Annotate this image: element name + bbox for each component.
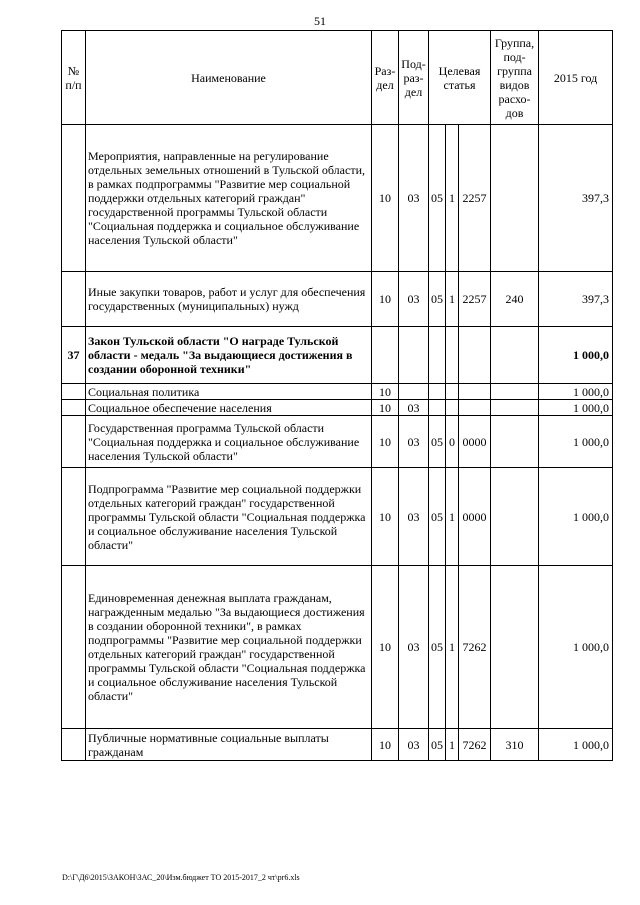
row-group	[491, 125, 539, 272]
row-name: Единовременная денежная выплата гражданам, награжденным медалью "За выдающиеся достижения в создании оборонной техники", в рамках подпрограммы "Развитие мер социальной поддержки отдельных категорий граждан" государственной программы Тульской области "Социальная поддержка и социальное обслуживание населения Тульской области"	[86, 566, 372, 729]
table-row	[62, 416, 613, 468]
row-podrazdel	[399, 384, 429, 400]
row-amount: 397,3	[539, 125, 613, 272]
row-razdel: 10	[372, 416, 399, 468]
row-group	[491, 468, 539, 566]
row-podrazdel: 03	[399, 416, 429, 468]
row-amount: 1 000,0	[539, 566, 613, 729]
row-razdel: 10	[372, 384, 399, 400]
row-amount: 397,3	[539, 272, 613, 327]
row-num: 37	[62, 327, 86, 384]
row-target-program	[429, 400, 446, 416]
row-podrazdel: 03	[399, 125, 429, 272]
row-num	[62, 384, 86, 400]
header-name: Наименование	[86, 31, 372, 125]
row-target-direction	[459, 327, 491, 384]
row-amount: 1 000,0	[539, 384, 613, 400]
row-group	[491, 327, 539, 384]
row-podrazdel	[399, 327, 429, 384]
row-razdel: 10	[372, 566, 399, 729]
row-target-program: 05	[429, 125, 446, 272]
row-podrazdel: 03	[399, 566, 429, 729]
row-target-direction	[459, 400, 491, 416]
table-row	[62, 566, 613, 729]
row-name: Подпрограмма "Развитие мер социальной поддержки отдельных категорий граждан" государственной программы Тульской области "Социальная поддержка и социальное обслуживание населения Тульской области"	[86, 468, 372, 566]
row-target-program: 05	[429, 468, 446, 566]
row-amount: 1 000,0	[539, 327, 613, 384]
header-num: № п/п	[62, 31, 86, 125]
row-target-direction: 2257	[459, 125, 491, 272]
row-target-program: 05	[429, 566, 446, 729]
row-amount: 1 000,0	[539, 416, 613, 468]
row-razdel: 10	[372, 729, 399, 761]
row-num	[62, 125, 86, 272]
row-num	[62, 729, 86, 761]
table-row	[62, 272, 613, 327]
page-number: 51	[314, 14, 326, 28]
row-amount: 1 000,0	[539, 729, 613, 761]
row-podrazdel: 03	[399, 729, 429, 761]
table-row	[62, 327, 613, 384]
row-razdel: 10	[372, 400, 399, 416]
row-group: 310	[491, 729, 539, 761]
row-num	[62, 468, 86, 566]
row-name: Социальное обеспечение населения	[86, 400, 372, 416]
row-target-program	[429, 327, 446, 384]
header-year: 2015 год	[539, 31, 613, 125]
row-razdel: 10	[372, 468, 399, 566]
row-name: Государственная программа Тульской области "Социальная поддержка и социальное обслуживание населения Тульской области"	[86, 416, 372, 468]
row-group	[491, 416, 539, 468]
row-target-direction: 7262	[459, 729, 491, 761]
row-group: 240	[491, 272, 539, 327]
row-name: Мероприятия, направленные на регулирование отдельных земельных отношений в Тульской области, в рамках подпрограммы "Развитие мер социальной поддержки отдельных категорий граждан" государственной программы Тульской области "Социальная поддержка и социальное обслуживание населения Тульской области"	[86, 125, 372, 272]
header-podrazdel: Под- раз- дел	[399, 31, 429, 125]
budget-table	[61, 30, 613, 761]
row-target-direction: 7262	[459, 566, 491, 729]
table-row	[62, 384, 613, 400]
row-name: Социальная политика	[86, 384, 372, 400]
row-target-program: 05	[429, 416, 446, 468]
row-num	[62, 566, 86, 729]
row-amount: 1 000,0	[539, 468, 613, 566]
row-name: Закон Тульской области "О награде Тульской области - медаль "За выдающиеся достижения в создании оборонной техники"	[86, 327, 372, 384]
row-target-subprogram	[446, 400, 459, 416]
row-podrazdel: 03	[399, 468, 429, 566]
row-target-subprogram: 1	[446, 729, 459, 761]
row-target-program: 05	[429, 272, 446, 327]
row-num	[62, 416, 86, 468]
row-target-subprogram: 1	[446, 125, 459, 272]
row-target-direction: 0000	[459, 468, 491, 566]
row-target-subprogram: 1	[446, 566, 459, 729]
row-razdel	[372, 327, 399, 384]
row-num	[62, 272, 86, 327]
row-razdel: 10	[372, 125, 399, 272]
row-name: Иные закупки товаров, работ и услуг для обеспечения государственных (муниципальных) нужд	[86, 272, 372, 327]
row-name: Публичные нормативные социальные выплаты гражданам	[86, 729, 372, 761]
header-razdel: Раз- дел	[372, 31, 399, 125]
row-group	[491, 566, 539, 729]
row-target-program: 05	[429, 729, 446, 761]
row-target-subprogram	[446, 327, 459, 384]
row-razdel: 10	[372, 272, 399, 327]
row-target-subprogram: 1	[446, 272, 459, 327]
row-target-subprogram: 0	[446, 416, 459, 468]
row-target-direction: 2257	[459, 272, 491, 327]
file-path-footer: D:\Г\Д6\2015\ЗАКОН\ЗАС_20\Изм.бюджет ТО 2015-2017_2 чт\рr6.xls	[62, 873, 300, 882]
row-group	[491, 400, 539, 416]
table-row	[62, 400, 613, 416]
row-target-subprogram: 1	[446, 468, 459, 566]
row-podrazdel: 03	[399, 400, 429, 416]
row-target-direction	[459, 384, 491, 400]
row-podrazdel: 03	[399, 272, 429, 327]
row-target-program	[429, 384, 446, 400]
row-num	[62, 400, 86, 416]
row-target-direction: 0000	[459, 416, 491, 468]
header-group: Группа, под- группа видов расхо- дов	[491, 31, 539, 125]
row-group	[491, 384, 539, 400]
table-row	[62, 125, 613, 272]
table-header-row	[62, 31, 613, 125]
row-amount: 1 000,0	[539, 400, 613, 416]
header-target: Целевая статья	[429, 31, 491, 125]
table-row	[62, 468, 613, 566]
row-target-subprogram	[446, 384, 459, 400]
table-row	[62, 729, 613, 761]
